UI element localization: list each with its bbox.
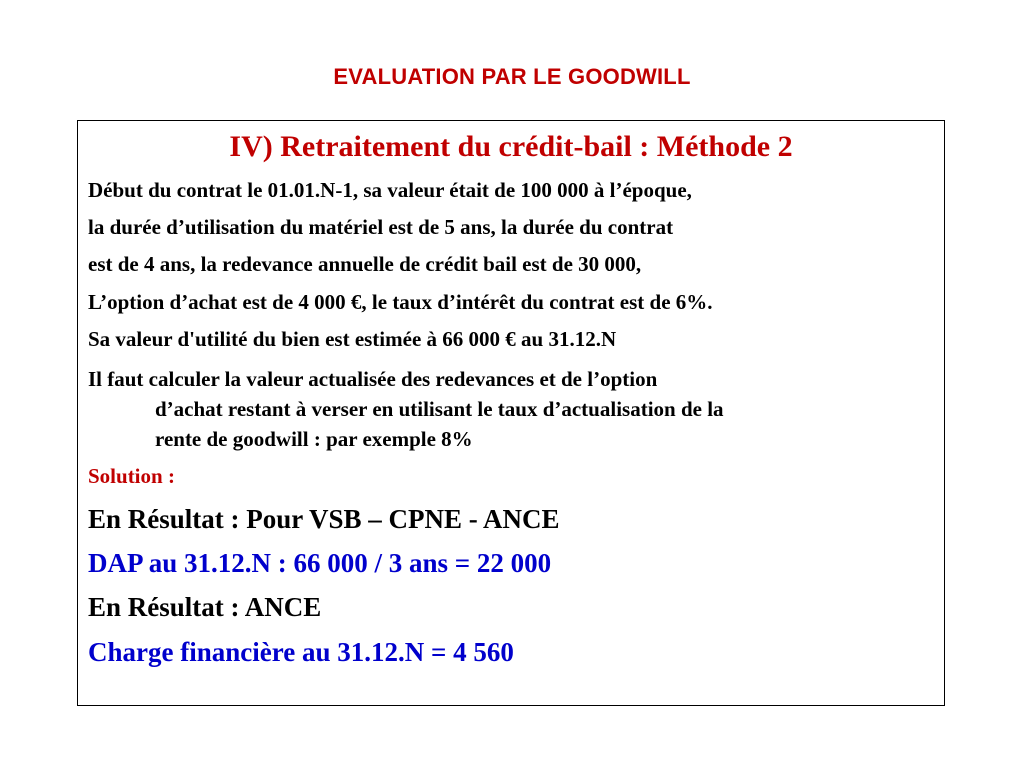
slide-title: EVALUATION PAR LE GOODWILL: [333, 64, 691, 89]
dap-calculation-line: DAP au 31.12.N : 66 000 / 3 ans = 22 000: [88, 548, 552, 578]
box-heading: IV) Retraitement du crédit-bail : Méthode 2: [229, 130, 793, 163]
solution-label: Solution :: [88, 464, 175, 488]
result-line-ance: En Résultat : ANCE: [88, 592, 322, 622]
text-line-purchase-option: L’option d’achat est de 4 000 €, le taux d’intérêt du contrat est de 6%.: [88, 290, 713, 314]
text-line-usage-duration: la durée d’utilisation du matériel est de 5 ans, la durée du contrat: [88, 215, 674, 239]
instruction-line-2: d’achat restant à verser en utilisant le taux d’actualisation de la: [155, 397, 724, 421]
content-box: [77, 120, 945, 706]
instruction-line-3: rente de goodwill : par exemple 8%: [155, 427, 473, 451]
instruction-paragraph: [88, 364, 938, 454]
text-line-contract-start: Début du contrat le 01.01.N-1, sa valeur était de 100 000 à l’époque,: [88, 178, 692, 202]
text-line-lease-payment: est de 4 ans, la redevance annuelle de crédit bail est de 30 000,: [88, 252, 642, 276]
financial-charge-line: Charge financière au 31.12.N = 4 560: [88, 637, 514, 667]
text-line-utility-value: Sa valeur d'utilité du bien est estimée à 66 000 € au 31.12.N: [88, 327, 617, 351]
result-line-vsb-cpne-ance: En Résultat : Pour VSB – CPNE - ANCE: [88, 504, 560, 534]
instruction-line-1: Il faut calculer la valeur actualisée des redevances et de l’option: [88, 367, 658, 391]
